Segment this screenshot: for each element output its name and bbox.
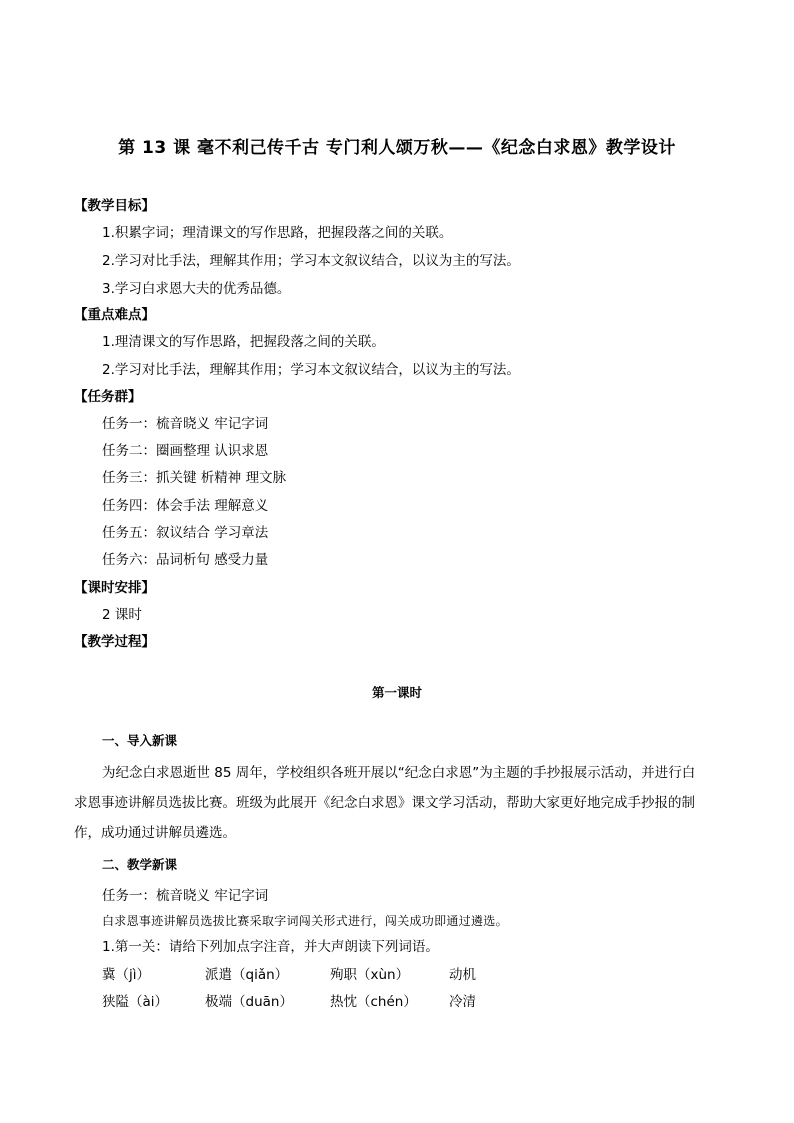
intro-paragraph-line: 求恩事迹讲解员选拔比赛。班级为此展开《纪念白求恩》课文学习活动，帮助大家更好地完成手抄报的制 — [74, 795, 695, 811]
section-heading: 二、教学新课 — [102, 857, 178, 872]
document-title: 第 13 课 毫不利己传千古 专门利人颂万秋——《纪念白求恩》教学设计 — [118, 138, 676, 158]
task-item: 任务一：梳音晓义 牢记字词 — [102, 416, 269, 432]
vocab-word: 冷清 — [449, 994, 476, 1010]
section-heading: 一、导入新课 — [102, 733, 178, 748]
vocab-word: 殉职（xùn） — [330, 967, 410, 983]
tasks-header: 【任务群】 — [74, 389, 142, 405]
vocab-word: 热忱（chén） — [330, 994, 417, 1010]
schedule-header: 【课时安排】 — [74, 580, 155, 596]
key-point-item: 1.理清课文的写作思路，把握段落之间的关联。 — [102, 334, 385, 350]
vocab-word: 派遣（qiǎn） — [205, 967, 289, 983]
lesson-title: 第一课时 — [371, 685, 422, 700]
task1-title: 任务一：梳音晓义 牢记字词 — [102, 888, 269, 904]
goal-item: 3.学习白求恩大夫的优秀品德。 — [102, 281, 291, 297]
task-item: 任务六：品词析句 感受力量 — [102, 552, 269, 568]
task-item: 任务五：叙议结合 学习章法 — [102, 525, 269, 541]
task-item: 任务二：圈画整理 认识求恩 — [102, 443, 269, 459]
vocab-word: 冀（jì） — [102, 967, 151, 983]
vocab-word: 动机 — [449, 967, 476, 983]
process-header: 【教学过程】 — [74, 634, 155, 650]
schedule-value: 2 课时 — [102, 607, 142, 623]
intro-paragraph-line: 为纪念白求恩逝世 85 周年，学校组织各班开展以“纪念白求恩”为主题的手抄报展示活动，并进行白 — [102, 765, 696, 781]
task1-note: 白求恩事迹讲解员选拔比赛采取字词闯关形式进行，闯关成功即通过遴选。 — [102, 914, 508, 928]
key-points-header: 【重点难点】 — [74, 307, 155, 323]
key-point-item: 2.学习对比手法，理解其作用；学习本文叙议结合，以议为主的写法。 — [102, 362, 520, 378]
goal-item: 1.积累字词；理清课文的写作思路，把握段落之间的关联。 — [102, 225, 453, 241]
task-item: 任务三：抓关键 析精神 理文脉 — [102, 470, 287, 486]
vocab-word: 狭隘（ài） — [102, 994, 169, 1010]
goals-header: 【教学目标】 — [74, 198, 155, 214]
level1-instruction: 1.第一关：请给下列加点字注音，并大声朗读下列词语。 — [102, 939, 439, 955]
vocab-word: 极端（duān） — [205, 994, 293, 1010]
intro-paragraph-line: 作，成功通过讲解员遴选。 — [74, 825, 236, 841]
task-item: 任务四：体会手法 理解意义 — [102, 498, 269, 514]
goal-item: 2.学习对比手法，理解其作用；学习本文叙议结合，以议为主的写法。 — [102, 253, 520, 269]
